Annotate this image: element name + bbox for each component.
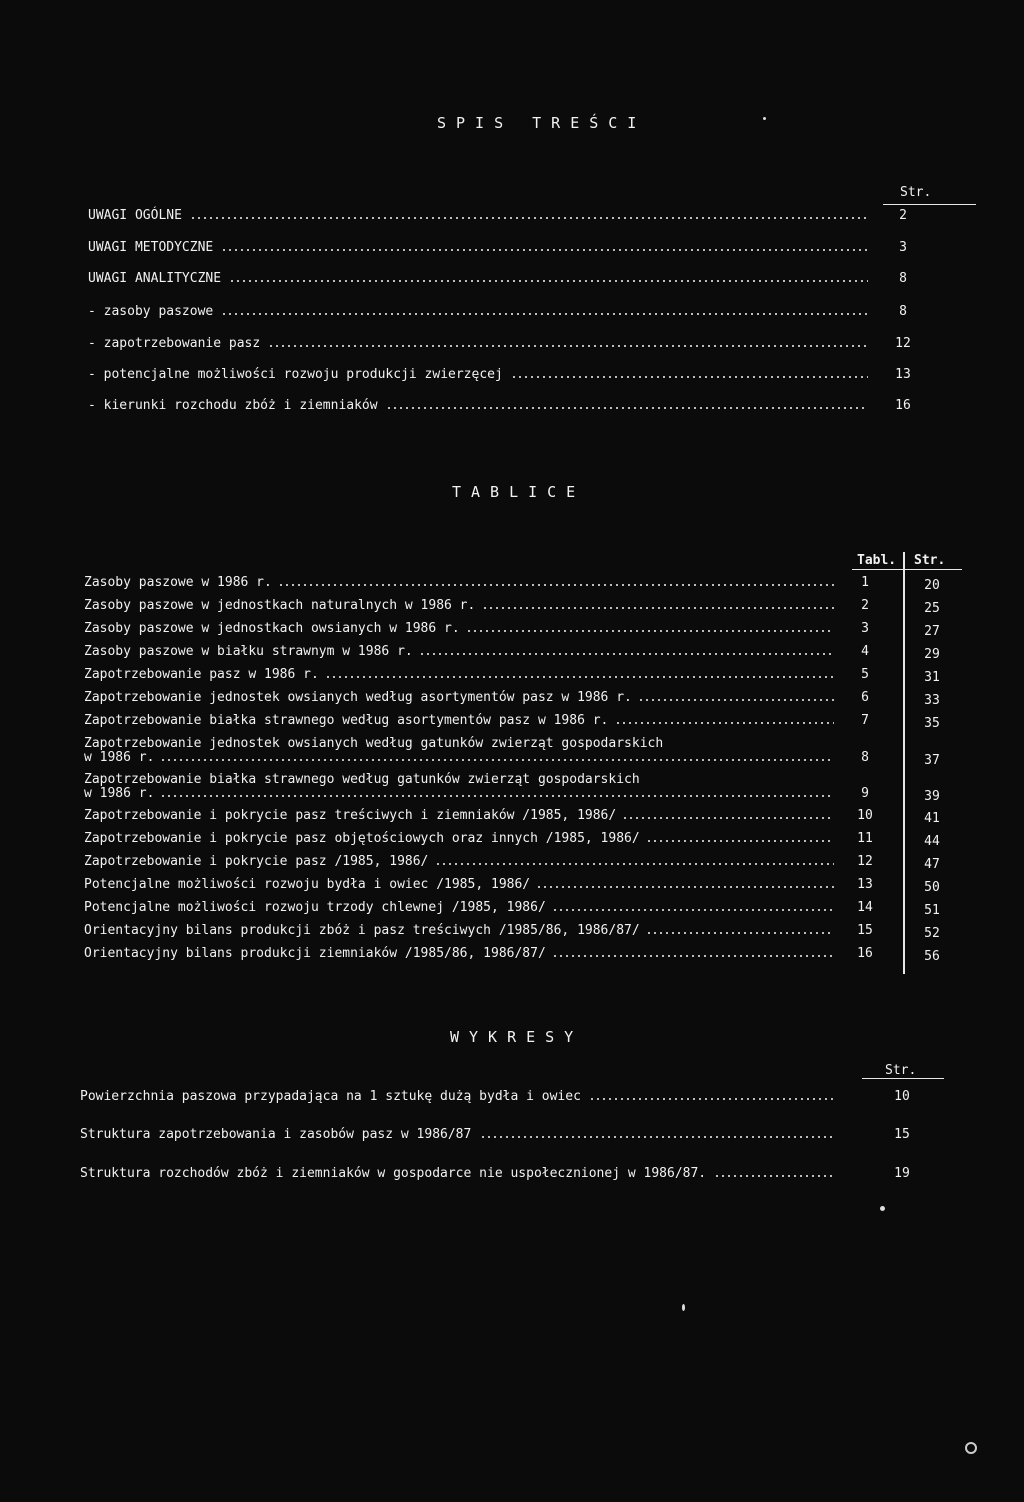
table-entry-page: 47: [924, 857, 940, 872]
chart-leader-dots: [589, 1098, 835, 1100]
table-entry-page: 41: [924, 811, 940, 826]
table-entry-number: 4: [861, 644, 869, 659]
table-entry: [84, 923, 974, 946]
table-entry: [84, 575, 974, 598]
toc-entry-page: 12: [895, 336, 911, 351]
tables-col-page: Str.: [914, 553, 946, 568]
table-leader-dots: [552, 955, 834, 957]
table-entry-number: 7: [861, 713, 869, 728]
table-entry-page: 29: [924, 647, 940, 662]
table-leader-dots: [622, 817, 834, 819]
toc-entry-label: - zapotrzebowanie pasz: [88, 336, 261, 351]
table-entry-page: 51: [924, 903, 940, 918]
toc-entry: [88, 208, 988, 228]
table-entry: [84, 946, 974, 969]
table-leader-dots: [160, 795, 834, 797]
table-entry-title: Zapotrzebowanie i pokrycie pasz treściwych i ziemniaków /1985, 1986/: [84, 808, 617, 823]
chart-entry-title: Struktura zapotrzebowania i zasobów pasz w 1986/87: [80, 1127, 472, 1142]
table-leader-dots: [615, 722, 834, 724]
toc-entry-page: 2: [899, 208, 907, 223]
tables-col-table: Tabl.: [857, 553, 897, 568]
table-entry-title: Zapotrzebowanie i pokrycie pasz /1985, 1986/: [84, 854, 429, 869]
toc-header-underline: [883, 204, 976, 205]
table-entry-number: 16: [857, 946, 873, 961]
chart-entry: [80, 1089, 980, 1109]
chart-leader-dots: [714, 1175, 835, 1177]
table-entry: [84, 772, 974, 808]
table-entry: [84, 808, 974, 831]
table-entry-page: 27: [924, 624, 940, 639]
table-entry-page: 35: [924, 716, 940, 731]
table-entry-page: 52: [924, 926, 940, 941]
table-entry-title: Zapotrzebowanie jednostek owsianych według gatunków zwierząt gospodarskich: [84, 736, 664, 751]
table-entry: [84, 667, 974, 690]
table-entry-title: Zapotrzebowanie białka strawnego według gatunków zwierząt gospodarskich: [84, 772, 640, 787]
table-entry-number: 14: [857, 900, 873, 915]
scan-speck: [965, 1442, 977, 1454]
chart-entry: [80, 1166, 980, 1186]
table-entry-page: 56: [924, 949, 940, 964]
table-entry: [84, 598, 974, 621]
table-entry-title: Zapotrzebowanie i pokrycie pasz objętościowych oraz innych /1985, 1986/: [84, 831, 640, 846]
table-entry-page: 50: [924, 880, 940, 895]
toc-entry: [88, 367, 988, 387]
toc-entry: [88, 336, 988, 356]
table-entry: [84, 713, 974, 736]
table-leader-dots: [552, 909, 834, 911]
toc-entry-page: 3: [899, 240, 907, 255]
charts-page-header: Str.: [885, 1063, 917, 1078]
toc-entry-label: - zasoby paszowe: [88, 304, 214, 319]
table-entry-number: 13: [857, 877, 873, 892]
toc-entry-page: 13: [895, 367, 911, 382]
table-entry-page: 20: [924, 578, 940, 593]
toc-entry-label: UWAGI OGÓLNE: [88, 208, 182, 223]
table-leader-dots: [325, 676, 834, 678]
toc-leader-dots: [268, 345, 868, 347]
chart-entry-page: 10: [894, 1089, 910, 1104]
toc-entry-page: 8: [899, 271, 907, 286]
table-leader-dots: [419, 653, 834, 655]
toc-page-header: Str.: [900, 185, 932, 200]
table-entry-number: 5: [861, 667, 869, 682]
table-entry: [84, 831, 974, 854]
chart-entry-title: Powierzchnia paszowa przypadająca na 1 sztukę dużą bydła i owiec: [80, 1089, 581, 1104]
table-entry: [84, 621, 974, 644]
table-entry-title: Zasoby paszowe w jednostkach naturalnych w 1986 r.: [84, 598, 476, 613]
table-entry-number: 6: [861, 690, 869, 705]
table-entry-title: Zapotrzebowanie pasz w 1986 r.: [84, 667, 319, 682]
scan-speck: [682, 1304, 685, 1311]
toc-entry: [88, 240, 988, 260]
table-entry-page: 39: [924, 789, 940, 804]
table-entry-page: 31: [924, 670, 940, 685]
table-leader-dots: [278, 584, 834, 586]
chart-entry: [80, 1127, 980, 1147]
table-entry: [84, 690, 974, 713]
table-leader-dots: [435, 863, 834, 865]
toc-entry-label: - potencjalne możliwości rozwoju produkcji zwierzęcej: [88, 367, 503, 382]
toc-leader-dots: [511, 376, 868, 378]
table-entry-title-cont: w 1986 r.: [84, 750, 155, 765]
table-entry-number: 11: [857, 831, 873, 846]
chart-entry-page: 15: [894, 1127, 910, 1142]
table-leader-dots: [160, 759, 834, 761]
table-entry-title: Zasoby paszowe w 1986 r.: [84, 575, 272, 590]
table-leader-dots: [466, 630, 834, 632]
table-leader-dots: [482, 607, 835, 609]
table-entry-page: 37: [924, 753, 940, 768]
table-entry-title: Zasoby paszowe w jednostkach owsianych w 1986 r.: [84, 621, 460, 636]
table-entry-title: Orientacyjny bilans produkcji ziemniaków /1985/86, 1986/87/: [84, 946, 546, 961]
toc-entry: [88, 271, 988, 291]
toc-entry: [88, 304, 988, 324]
table-entry-title: Potencjalne możliwości rozwoju bydła i owiec /1985, 1986/: [84, 877, 531, 892]
table-entry-title: Zapotrzebowanie jednostek owsianych według asortymentów pasz w 1986 r.: [84, 690, 632, 705]
table-entry-title: Zapotrzebowanie białka strawnego według asortymentów pasz w 1986 r.: [84, 713, 609, 728]
toc-entry-label: UWAGI METODYCZNE: [88, 240, 214, 255]
toc-leader-dots: [386, 407, 868, 409]
chart-leader-dots: [480, 1136, 836, 1138]
table-entry-title: Zasoby paszowe w białku strawnym w 1986 r.: [84, 644, 413, 659]
tables-header-underline: [852, 569, 962, 570]
table-entry: [84, 644, 974, 667]
table-entry-number: 15: [857, 923, 873, 938]
toc-entry: [88, 398, 988, 418]
table-entry: [84, 900, 974, 923]
chart-entry-title: Struktura rozchodów zbóż i ziemniaków w gospodarce nie uspołecznionej w 1986/87.: [80, 1166, 707, 1181]
table-entry-number: 12: [857, 854, 873, 869]
toc-leader-dots: [229, 280, 868, 282]
toc-leader-dots: [190, 217, 868, 219]
table-entry-title: Orientacyjny bilans produkcji zbóż i pasz treściwych /1985/86, 1986/87/: [84, 923, 640, 938]
table-entry-number: 9: [861, 786, 869, 801]
table-entry-number: 3: [861, 621, 869, 636]
charts-title: WYKRESY: [450, 1028, 584, 1046]
table-leader-dots: [646, 840, 834, 842]
charts-header-underline: [862, 1078, 944, 1079]
table-entry-number: 2: [861, 598, 869, 613]
table-entry-title-cont: w 1986 r.: [84, 786, 155, 801]
toc-entry-page: 16: [895, 398, 911, 413]
toc-leader-dots: [221, 249, 868, 251]
table-leader-dots: [646, 932, 834, 934]
toc-entry-label: UWAGI ANALITYCZNE: [88, 271, 222, 286]
table-entry: [84, 736, 974, 772]
table-entry: [84, 854, 974, 877]
table-entry-page: 44: [924, 834, 940, 849]
toc-title: SPIS TREŚCI: [437, 114, 647, 132]
toc-leader-dots: [221, 313, 868, 315]
tables-title: TABLICE: [452, 483, 586, 501]
table-entry-number: 8: [861, 750, 869, 765]
table-entry-title: Potencjalne możliwości rozwoju trzody chlewnej /1985, 1986/: [84, 900, 546, 915]
toc-entry-page: 8: [899, 304, 907, 319]
table-leader-dots: [638, 699, 834, 701]
table-entry-page: 33: [924, 693, 940, 708]
scan-speck: [880, 1206, 885, 1211]
table-leader-dots: [536, 886, 834, 888]
table-entry-number: 10: [857, 808, 873, 823]
table-entry: [84, 877, 974, 900]
toc-entry-label: - kierunki rozchodu zbóż i ziemniaków: [88, 398, 378, 413]
table-entry-page: 25: [924, 601, 940, 616]
chart-entry-page: 19: [894, 1166, 910, 1181]
table-entry-number: 1: [861, 575, 869, 590]
scan-speck: [763, 117, 766, 120]
